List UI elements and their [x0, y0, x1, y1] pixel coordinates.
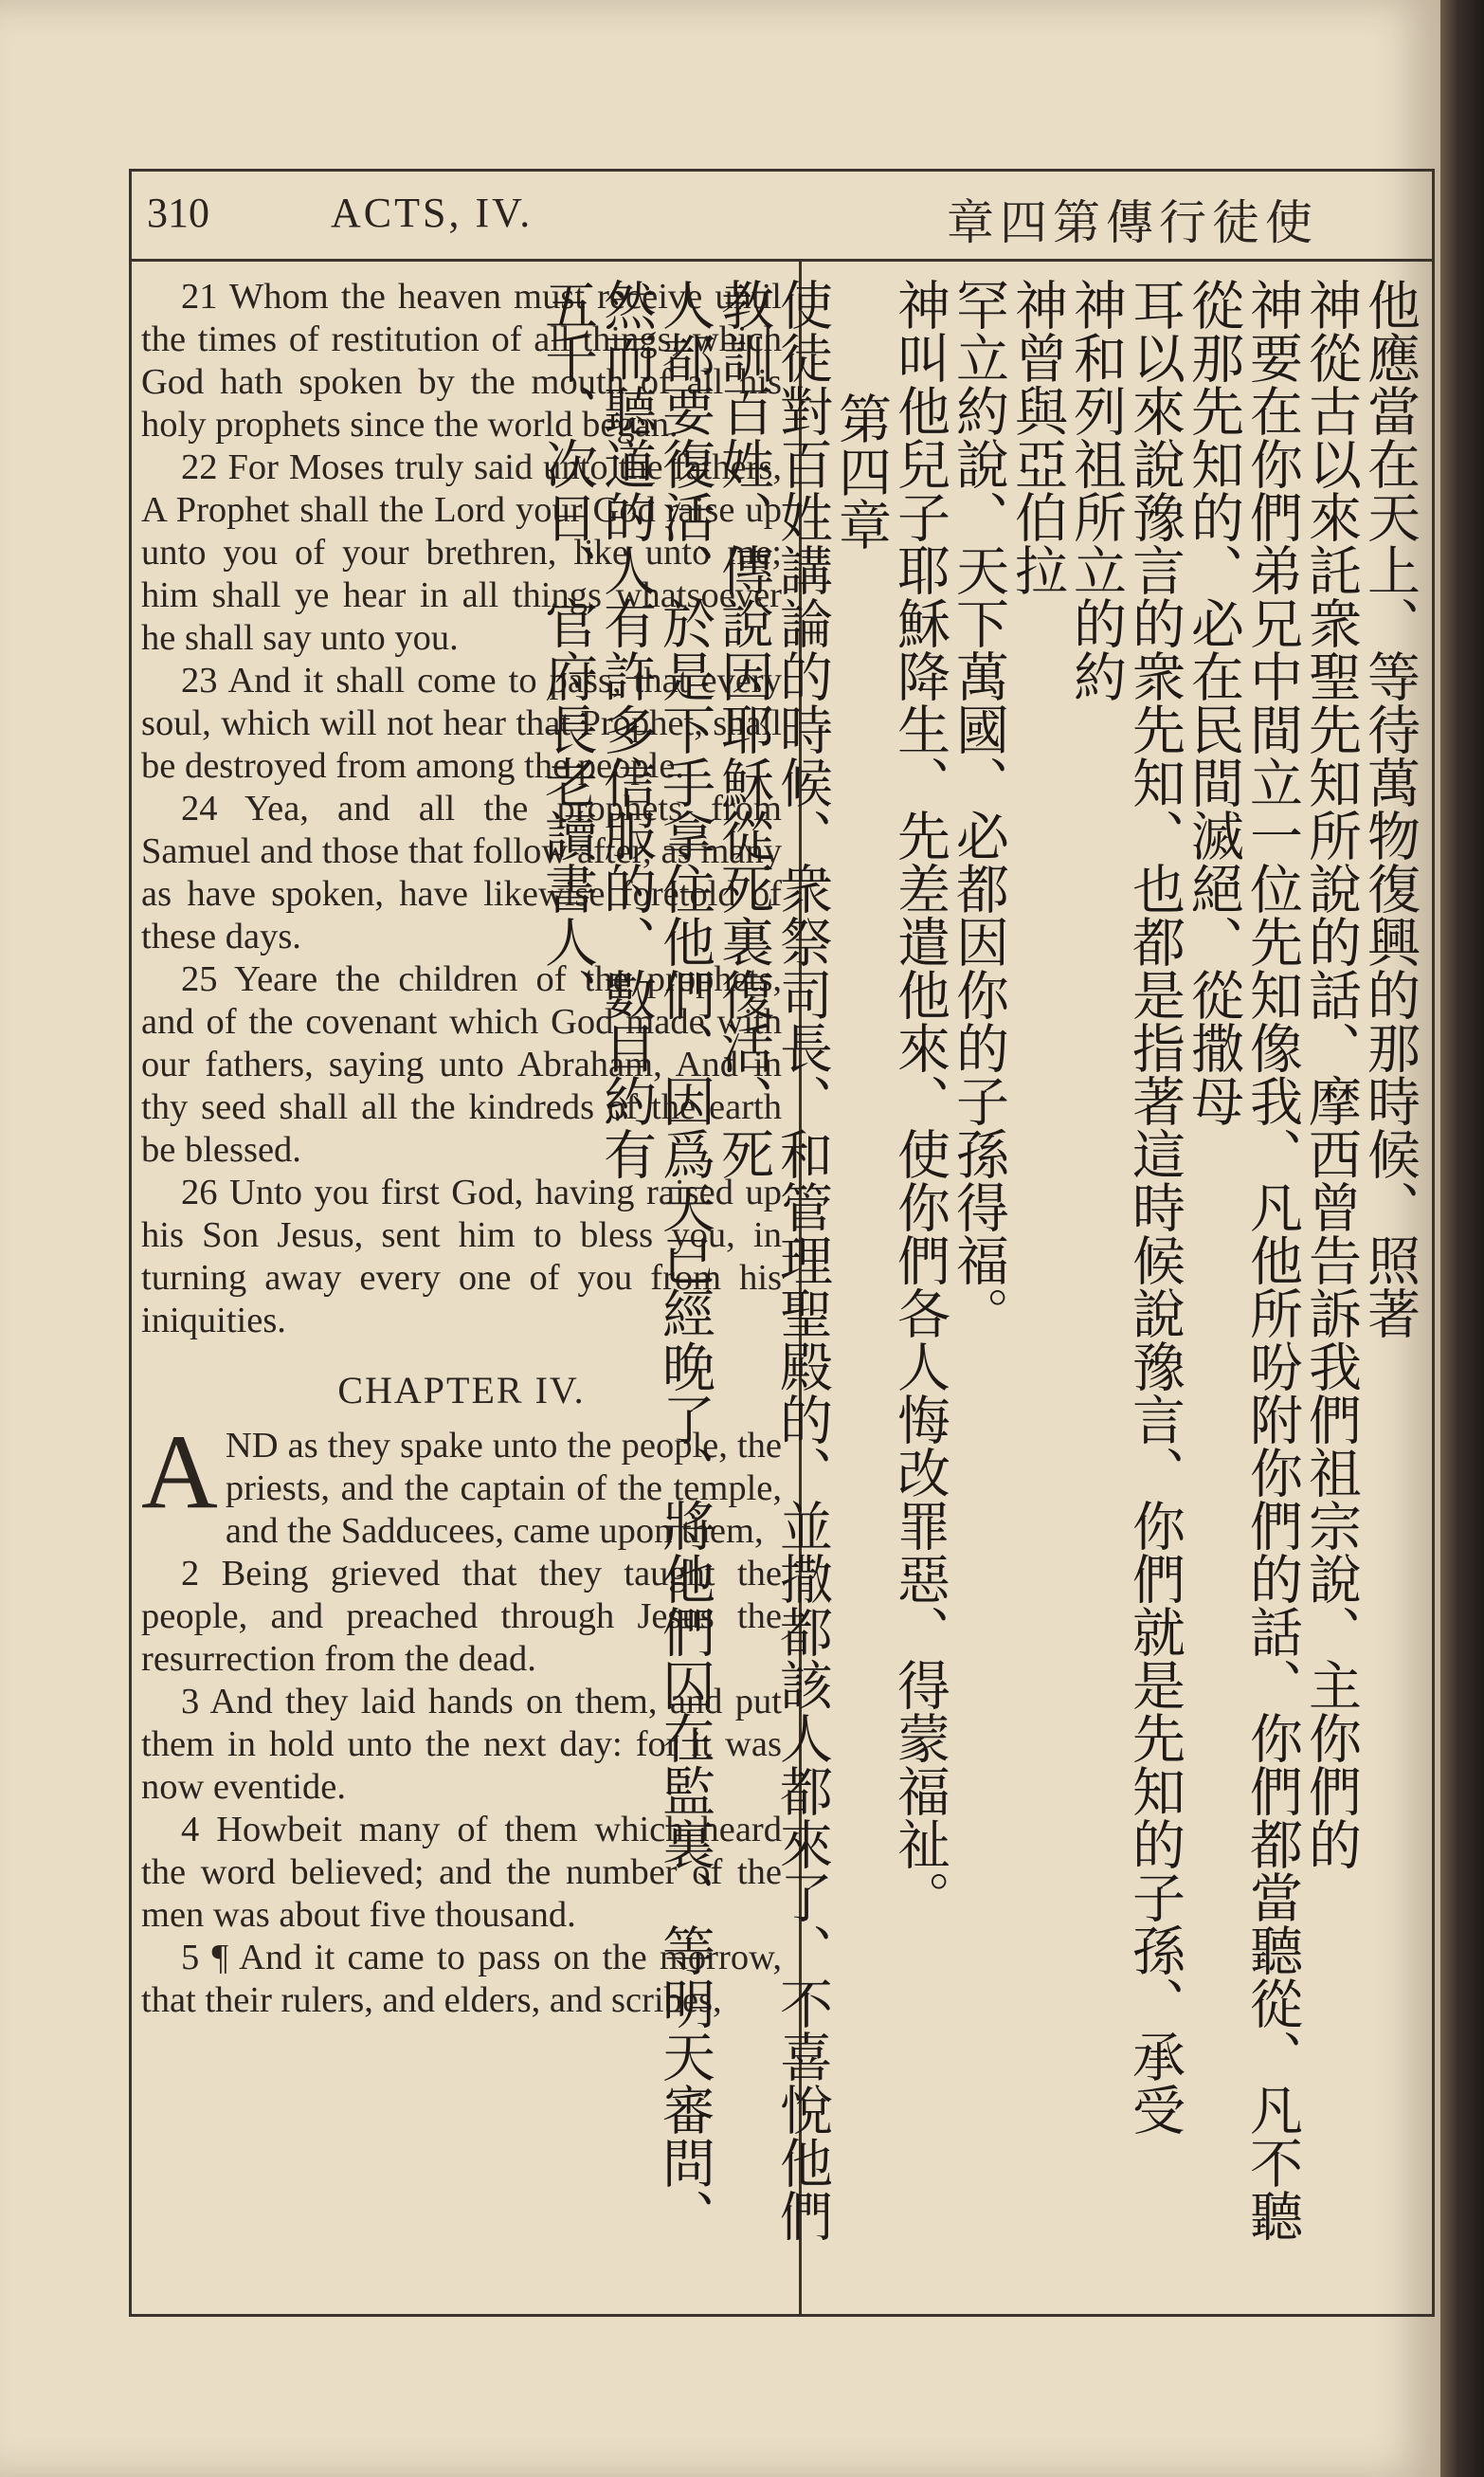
verse-2: 2 Being grieved that they taught the people, and preached through Jesus the resurrection from the dead.	[141, 1554, 782, 1679]
drop-cap: A	[141, 1413, 218, 1531]
verse-24: 24 Yea, and all the prophets from Samuel and those that follow after, as many as have spoken, have likewise foretold of these days.	[141, 789, 782, 956]
verse-3: 3 And they laid hands on them, and put them in hold unto the next day: for it was now eventide.	[141, 1682, 782, 1807]
chinese-line-8: 神叫他兒子耶穌降生、先差遣他來、使你們各人悔改罪惡、得蒙福祉。	[889, 278, 950, 1923]
chinese-line-1: 他應當在天上、等待萬物復興的那時候、照著	[1359, 278, 1421, 1339]
verse-25: 25 Yeare the children of the prophets, and of the covenant which God made with our fathers, saying unto Abraham, And in thy seed shall all the kindreds of the earth be blessed.	[141, 959, 782, 1170]
verse-5: 5 ¶ And it came to pass on the morrow, that their rulers, and elders, and scribes,	[141, 1938, 782, 2020]
chinese-line-5: 神和列祖所立的約	[1065, 278, 1127, 702]
verse-22: 22 For Moses truly said unto the fathers, A Prophet shall the Lord your God raise up unto you of your brethren, like unto me; him shall ye hear in all things whatsoever he shall say unto you.	[141, 447, 782, 658]
verse-1-text: ND as they spake unto the people, the priests, and the captain of the temple, and the Sadducees, came upon them,	[225, 1426, 782, 1551]
page-frame	[129, 169, 1435, 2317]
chinese-column	[536, 278, 1421, 2287]
page-number: 310	[147, 190, 209, 236]
verse-23: 23 And it shall come to pass, that every soul, which will not hear that Prophet, shall be destroyed from among the people.	[141, 661, 782, 786]
book-spine	[1440, 0, 1484, 2477]
chinese-line-2: 神從古以來託衆聖先知所說的話、摩西曾告訴我們祖宗說、主你們的	[1300, 278, 1362, 1870]
verse-4: 4 Howbeit many of them which heard the word believed; and the number of the men was about five thousand.	[141, 1810, 782, 1935]
chinese-line-3: 神要在你們弟兄中間立一位先知像我、凡他所吩附你們的話、你們都當聽從、凡不聽從那先知的、必在民間滅絕、從撒母	[1183, 278, 1303, 2242]
running-head: ACTS, IV.	[331, 190, 534, 236]
verse-21: 21 Whom the heaven must receive until the times of restitution of all things, which God hath spoken by the mouth of all his holy prophets since the world began.	[141, 277, 782, 445]
chinese-line-11: 五千、次日、官府長老讀書人、	[536, 278, 598, 1021]
chinese-line-9: 使徒對百姓講論的時候、衆祭司長、和管理聖殿的、並撒都該人都來了、不喜悅他們教訓百姓、傳說因耶穌從死裏復活、死	[713, 278, 833, 2242]
chinese-chapter-heading: 第四章	[830, 392, 892, 551]
chinese-line-7: 罕立約說、天下萬國、必都因你的子孫得福。	[948, 278, 1009, 1339]
chapter-title: CHAPTER IV.	[337, 1369, 586, 1412]
page-header	[132, 172, 1432, 262]
chinese-heading: 章四第傳行徒使	[947, 195, 1318, 250]
chinese-line-4: 耳以來說豫言的衆先知、也都是指著這時候說豫言、你們就是先知的子孫、承受	[1124, 278, 1185, 2136]
verse-26: 26 Unto you first God, having raised up his Son Jesus, sent him to bless you, in turning away every one of you from his iniquities.	[141, 1173, 782, 1340]
chinese-line-10: 人都要復活、於是下手拿住他們、因爲天已經晚了、將他們囚在監裏、等明天審問、然而聽道的人有許多信服的、數目約有	[595, 278, 715, 2242]
chinese-line-6: 神曾與亞伯拉	[1006, 278, 1068, 596]
